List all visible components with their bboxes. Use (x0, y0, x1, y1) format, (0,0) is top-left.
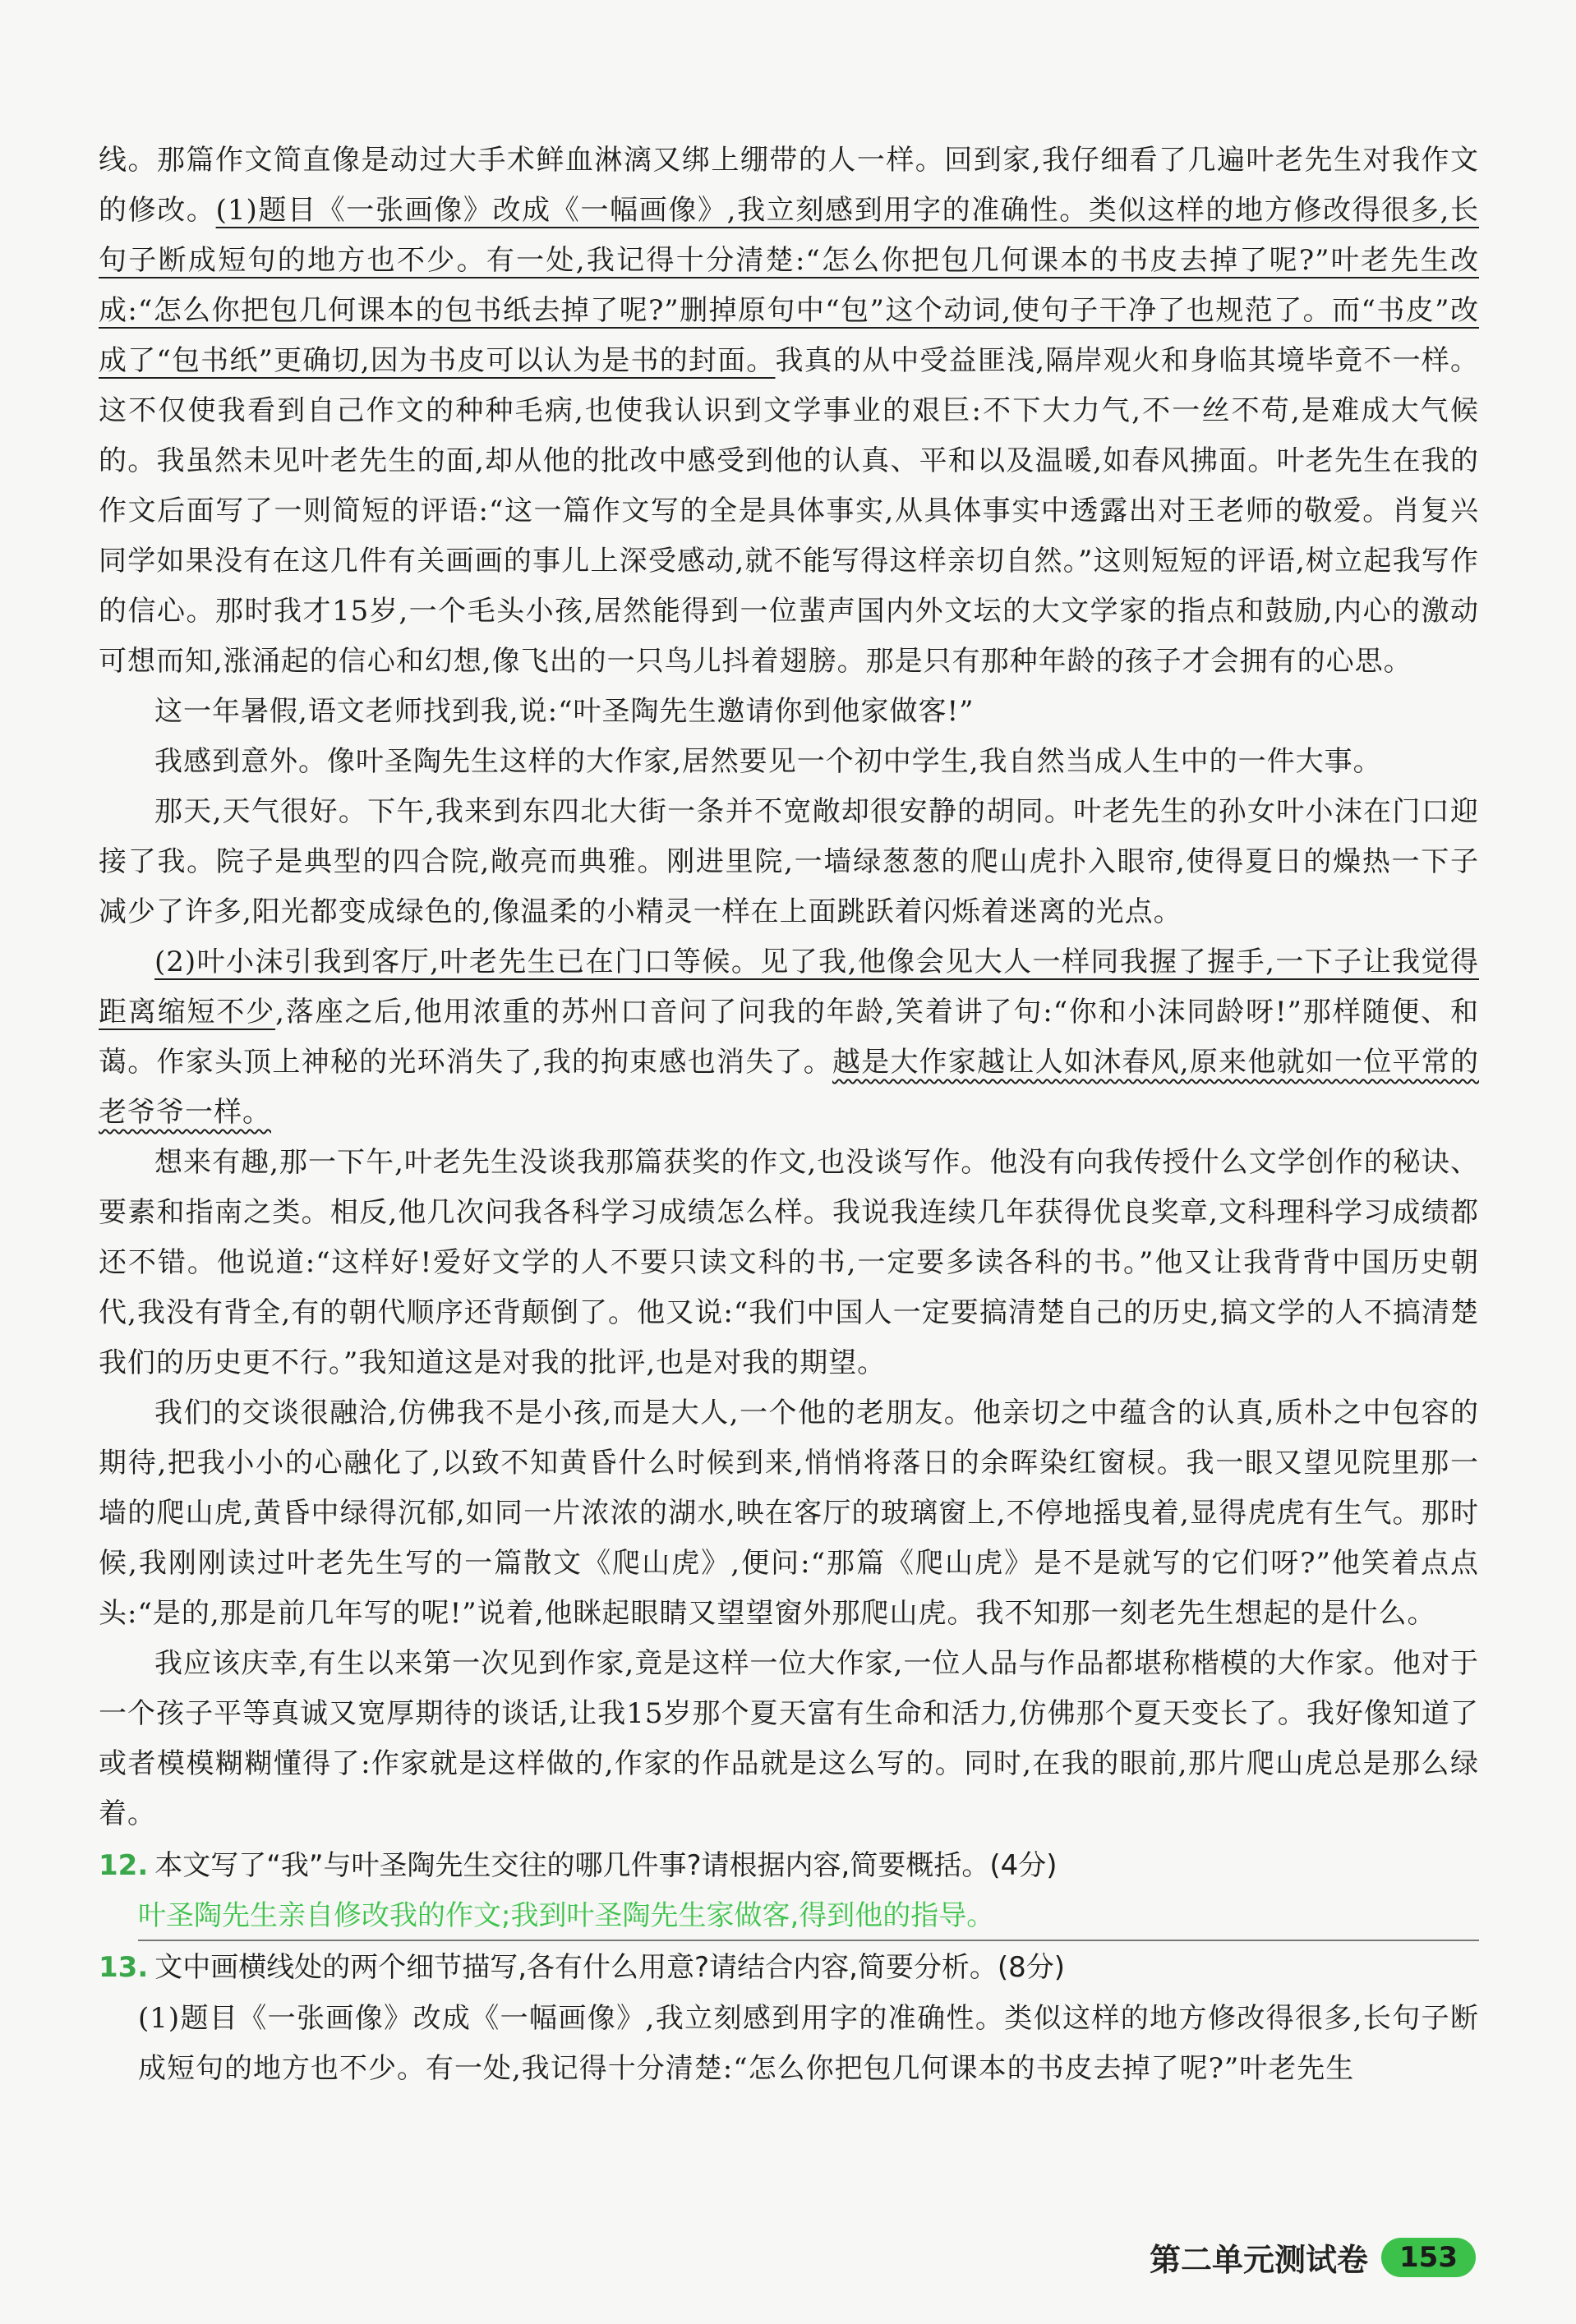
question-12-text: 本文写了“我”与叶圣陶先生交往的哪几件事?请根据内容,简要概括。(4分) (154, 1849, 1058, 1882)
question-13-text: 文中画横线处的两个细节描写,各有什么用意?请结合内容,简要分析。(8分) (154, 1951, 1066, 1984)
question-12-answer: 叶圣陶先生亲自修改我的作文;我到叶圣陶先生家做客,得到他的指导。 (138, 1892, 1479, 1941)
underlined-detail-2: (2)叶小沫引我到客厅,叶老先生已在门口等候。见了我,他像会见大人一样同我握了握手,一下子让我觉得距离缩短不少 (99, 946, 1479, 1029)
question-12-number: 12. (99, 1849, 149, 1882)
paragraph-8: 我应该庆幸,有生以来第一次见到作家,竟是这样一位大作家,一位人品与作品都堪称楷模的大作家。他对于一个孩子平等真诚又宽厚期待的谈话,让我15岁那个夏天富有生命和活力,仿佛那个夏天变长了。我好像知道了或者模模糊糊懂得了:作家就是这样做的,作家的作品就是这么写的。同时,在我的眼前,那片爬山虎总是那么绿着。 (99, 1647, 1479, 1830)
paragraph-1 (99, 136, 1479, 687)
question-13-number: 13. (99, 1951, 149, 1984)
paragraph-3: 我感到意外。像叶圣陶先生这样的大作家,居然要见一个初中学生,我自然当成人生中的一件大事。 (154, 745, 1382, 778)
paragraph-5 (99, 937, 1479, 1138)
paragraph-7: 我们的交谈很融洽,仿佛我不是小孩,而是大人,一个他的老朋友。他亲切之中蕴含的认真,质朴之中包容的期待,把我小小的心融化了,以致不知黄昏什么时候到来,悄悄将落日的余晖染红窗棂。我一眼又望见院里那一墙的爬山虎,黄昏中绿得沉郁,如同一片浓浓的湖水,映在客厅的玻璃窗上,不停地摇曳着,显得虎虎有生气。那时候,我刚刚读过叶老先生写的一篇散文《爬山虎》,便问:“那篇《爬山虎》是不是就写的它们呀?”他笑着点点头:“是的,那是前几年写的呢!”说着,他眯起眼睛又望望窗外那爬山虎。我不知那一刻老先生想起的是什么。 (99, 1397, 1479, 1630)
underlined-detail-1: (1)题目《一张画像》改成《一幅画像》,我立刻感到用字的准确性。类似这样的地方修改得很多,长句子断成短句的地方也不少。有一处,我记得十分清楚:“怎么你把包几何课本的书皮去掉了呢?”叶老先生改成:“怎么你把包几何课本的包书纸去掉了呢?”删掉原句中“包”这个动词,使句子干净了也规范了。而“书皮”改成了“包书纸”更确切,因为书皮可以认为是书的封面。 (99, 194, 1479, 377)
question-13 (99, 1941, 1479, 1994)
paragraph-5-middle: ,落座之后,他用浓重的苏州口音问了问我的年龄,笑着讲了句:“你和小沫同龄呀!”那样随便、和蔼。作家头顶上神秘的光环消失了,我的拘束感也消失了。 (99, 996, 1479, 1079)
page-number-badge: 153 (1381, 2238, 1476, 2277)
question-13-answer-text: (1)题目《一张画像》改成《一幅画像》,我立刻感到用字的准确性。类似这样的地方修改得很多,长句子断成短句的地方也不少。有一处,我记得十分清楚:“怎么你把包几何课本的书皮去掉了呢?”叶老先生 (138, 2002, 1479, 2085)
wavy-underlined-sentence: 越是大作家越让人如沐春风,原来他就如一位平常的老爷爷一样。 (99, 1046, 1479, 1129)
passage-content (99, 136, 1479, 2094)
paragraph-4: 那天,天气很好。下午,我来到东四北大街一条并不宽敞却很安静的胡同。叶老先生的孙女叶小沫在门口迎接了我。院子是典型的四合院,敞亮而典雅。刚进里院,一墙绿葱葱的爬山虎扑入眼帘,使得夏日的燥热一下子减少了许多,阳光都变成绿色的,像温柔的小精灵一样在上面跳跃着闪烁着迷离的光点。 (99, 795, 1479, 928)
footer-title: 第二单元测试卷 (1150, 2242, 1369, 2278)
paragraph-1-start: 线。那篇作文简直像是动过大手术鲜血淋漓又绑上绷带的人一样。回到家,我仔细看了几遍叶老先生对我作文的修改。 (99, 144, 1479, 227)
question-12 (99, 1839, 1479, 1892)
paragraph-2: 这一年暑假,语文老师找到我,说:“叶圣陶先生邀请你到他家做客!” (154, 695, 975, 728)
page-footer (1150, 2234, 1476, 2280)
paragraph-1-end: 我真的从中受益匪浅,隔岸观火和身临其境毕竟不一样。这不仅使我看到自己作文的种种毛病,也使我认识到文学事业的艰巨:不下大力气,不一丝不苟,是难成大气候的。我虽然未见叶老先生的面,却从他的批改中感受到他的认真、平和以及温暖,如春风拂面。叶老先生在我的作文后面写了一则简短的评语:“这一篇作文写的全是具体事实,从具体事实中透露出对王老师的敬爱。肖复兴同学如果没有在这几件有关画画的事儿上深受感动,就不能写得这样亲切自然。”这则短短的评语,树立起我写作的信心。那时我才15岁,一个毛头小孩,居然能得到一位蜚声国内外文坛的大文学家的指点和鼓励,内心的激动可想而知,涨涌起的信心和幻想,像飞出的一只鸟儿抖着翅膀。那是只有那种年龄的孩子才会拥有的心思。 (99, 344, 1479, 678)
paragraph-6: 想来有趣,那一下午,叶老先生没谈我那篇获奖的作文,也没谈写作。他没有向我传授什么文学创作的秘诀、要素和指南之类。相反,他几次问我各科学习成绩怎么样。我说我连续几年获得优良奖章,文科理科学习成绩都还不错。他说道:“这样好!爱好文学的人不要只读文科的书,一定要多读各科的书。”他又让我背背中国历史朝代,我没有背全,有的朝代顺序还背颠倒了。他又说:“我们中国人一定要搞清楚自己的历史,搞文学的人不搞清楚我们的历史更不行。”我知道这是对我的批评,也是对我的期望。 (99, 1146, 1479, 1379)
